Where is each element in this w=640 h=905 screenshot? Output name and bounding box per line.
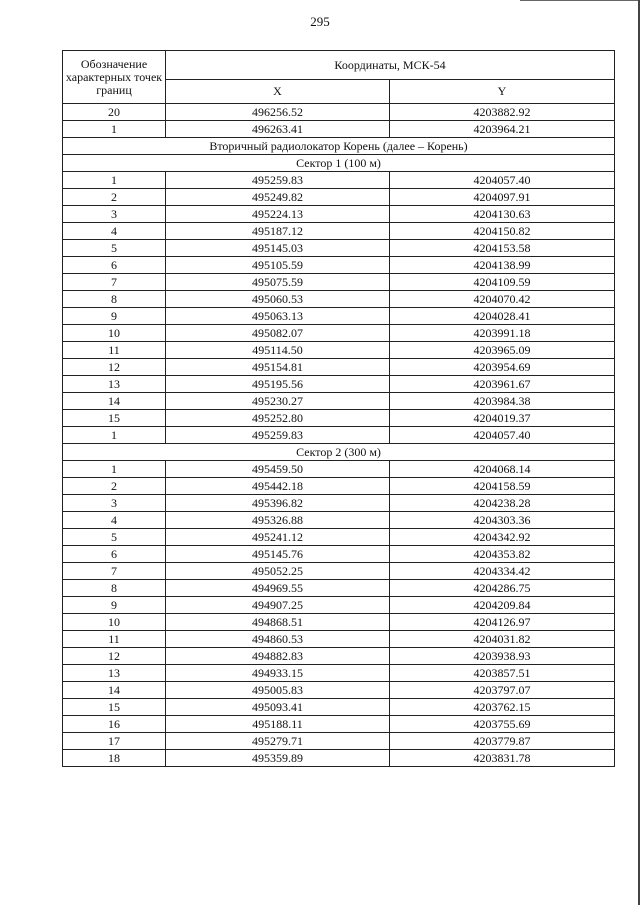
y-coordinate-cell: 4204353.82	[390, 546, 615, 563]
x-coordinate-cell: 495145.76	[166, 546, 390, 563]
table-row	[63, 104, 615, 121]
y-coordinate-cell: 4203965.09	[390, 342, 615, 359]
y-coordinate-cell: 4204303.36	[390, 512, 615, 529]
y-coordinate-cell: 4203961.67	[390, 376, 615, 393]
x-coordinate-cell: 495105.59	[166, 257, 390, 274]
point-number-cell: 2	[63, 189, 166, 206]
table-row	[63, 563, 615, 580]
y-coordinate-cell: 4203882.92	[390, 104, 615, 121]
page-number: 295	[310, 14, 330, 29]
point-number-cell: 2	[63, 478, 166, 495]
y-coordinate-cell: 4203954.69	[390, 359, 615, 376]
point-number-cell: 16	[63, 716, 166, 733]
x-coordinate-cell: 495442.18	[166, 478, 390, 495]
x-coordinate-cell: 495230.27	[166, 393, 390, 410]
x-coordinate-cell: 494860.53	[166, 631, 390, 648]
point-number-cell: 3	[63, 495, 166, 512]
point-number-cell: 10	[63, 614, 166, 631]
y-coordinate-cell: 4203831.78	[390, 750, 615, 767]
point-number-cell: 8	[63, 291, 166, 308]
y-coordinate-cell: 4204070.42	[390, 291, 615, 308]
point-number-cell: 13	[63, 665, 166, 682]
y-coordinate-cell: 4203984.38	[390, 393, 615, 410]
table-row	[63, 223, 615, 240]
y-coordinate-cell: 4204150.82	[390, 223, 615, 240]
x-coordinate-cell: 495005.83	[166, 682, 390, 699]
header-coords-title: Координаты, МСК-54	[166, 51, 615, 80]
point-number-cell: 7	[63, 274, 166, 291]
point-number-cell: 4	[63, 223, 166, 240]
point-number-cell: 1	[63, 427, 166, 444]
y-coordinate-cell: 4204109.59	[390, 274, 615, 291]
x-coordinate-cell: 494969.55	[166, 580, 390, 597]
y-coordinate-cell: 4203991.18	[390, 325, 615, 342]
point-number-cell: 6	[63, 257, 166, 274]
table-row	[63, 342, 615, 359]
x-coordinate-cell: 495249.82	[166, 189, 390, 206]
y-coordinate-cell: 4203755.69	[390, 716, 615, 733]
table-row	[63, 189, 615, 206]
table-row	[63, 478, 615, 495]
y-coordinate-cell: 4203857.51	[390, 665, 615, 682]
point-number-cell: 15	[63, 699, 166, 716]
table-row	[63, 308, 615, 325]
point-number-cell: 17	[63, 733, 166, 750]
x-coordinate-cell: 496263.41	[166, 121, 390, 138]
y-coordinate-cell: 4204238.28	[390, 495, 615, 512]
x-coordinate-cell: 495093.41	[166, 699, 390, 716]
table-row	[63, 325, 615, 342]
x-coordinate-cell: 495145.03	[166, 240, 390, 257]
point-number-cell: 10	[63, 325, 166, 342]
point-number-cell: 1	[63, 121, 166, 138]
x-coordinate-cell: 494907.25	[166, 597, 390, 614]
y-coordinate-cell: 4204342.92	[390, 529, 615, 546]
table-row	[63, 172, 615, 189]
point-number-cell: 14	[63, 682, 166, 699]
point-number-cell: 14	[63, 393, 166, 410]
table-row	[63, 699, 615, 716]
point-number-cell: 11	[63, 342, 166, 359]
table-row	[63, 291, 615, 308]
y-coordinate-cell: 4204209.84	[390, 597, 615, 614]
point-number-cell: 6	[63, 546, 166, 563]
y-coordinate-cell: 4204057.40	[390, 172, 615, 189]
y-coordinate-cell: 4204057.40	[390, 427, 615, 444]
y-coordinate-cell: 4204153.58	[390, 240, 615, 257]
y-coordinate-cell: 4204334.42	[390, 563, 615, 580]
table-row	[63, 648, 615, 665]
point-number-cell: 12	[63, 648, 166, 665]
table-row	[63, 461, 615, 478]
point-number-cell: 5	[63, 240, 166, 257]
x-coordinate-cell: 495075.59	[166, 274, 390, 291]
table-row	[63, 580, 615, 597]
x-coordinate-cell: 495279.71	[166, 733, 390, 750]
x-coordinate-cell: 495082.07	[166, 325, 390, 342]
y-coordinate-cell: 4204138.99	[390, 257, 615, 274]
x-coordinate-cell: 495359.89	[166, 750, 390, 767]
x-coordinate-cell: 496256.52	[166, 104, 390, 121]
table-row	[63, 376, 615, 393]
table-row	[63, 393, 615, 410]
y-coordinate-cell: 4204068.14	[390, 461, 615, 478]
y-coordinate-cell: 4204028.41	[390, 308, 615, 325]
table-row	[63, 240, 615, 257]
point-number-cell: 9	[63, 308, 166, 325]
x-coordinate-cell: 495224.13	[166, 206, 390, 223]
point-number-cell: 9	[63, 597, 166, 614]
point-number-cell: 7	[63, 563, 166, 580]
table-row	[63, 546, 615, 563]
point-number-cell: 20	[63, 104, 166, 121]
point-number-cell: 3	[63, 206, 166, 223]
table-row	[63, 716, 615, 733]
section-header-row	[63, 155, 615, 172]
section-header-row	[63, 138, 615, 155]
table-row	[63, 631, 615, 648]
y-coordinate-cell: 4204019.37	[390, 410, 615, 427]
coordinates-table	[62, 50, 615, 767]
x-coordinate-cell: 494868.51	[166, 614, 390, 631]
x-coordinate-cell: 495187.12	[166, 223, 390, 240]
table-row	[63, 121, 615, 138]
table-row	[63, 665, 615, 682]
table-row	[63, 427, 615, 444]
point-number-cell: 12	[63, 359, 166, 376]
point-number-cell: 1	[63, 461, 166, 478]
x-coordinate-cell: 495063.13	[166, 308, 390, 325]
coordinates-table-body	[63, 51, 615, 767]
table-header-row	[63, 51, 615, 80]
y-coordinate-cell: 4204031.82	[390, 631, 615, 648]
y-coordinate-cell: 4204130.63	[390, 206, 615, 223]
table-row	[63, 495, 615, 512]
table-row	[63, 257, 615, 274]
table-row	[63, 410, 615, 427]
scan-edge-top	[520, 0, 640, 1]
section-title: Сектор 1 (100 м)	[63, 155, 615, 172]
table-row	[63, 750, 615, 767]
x-coordinate-cell: 495114.50	[166, 342, 390, 359]
header-x: X	[166, 80, 390, 104]
y-coordinate-cell: 4203964.21	[390, 121, 615, 138]
x-coordinate-cell: 495188.11	[166, 716, 390, 733]
table-row	[63, 682, 615, 699]
table-row	[63, 597, 615, 614]
y-coordinate-cell: 4204158.59	[390, 478, 615, 495]
point-number-cell: 8	[63, 580, 166, 597]
point-number-cell: 13	[63, 376, 166, 393]
x-coordinate-cell: 495252.80	[166, 410, 390, 427]
x-coordinate-cell: 495241.12	[166, 529, 390, 546]
table-row	[63, 206, 615, 223]
section-header-row	[63, 444, 615, 461]
y-coordinate-cell: 4203797.07	[390, 682, 615, 699]
x-coordinate-cell: 494882.83	[166, 648, 390, 665]
point-number-cell: 11	[63, 631, 166, 648]
x-coordinate-cell: 495052.25	[166, 563, 390, 580]
table-row	[63, 359, 615, 376]
table-row	[63, 529, 615, 546]
section-title: Вторичный радиолокатор Корень (далее – Корень)	[63, 138, 615, 155]
point-number-cell: 5	[63, 529, 166, 546]
point-number-cell: 1	[63, 172, 166, 189]
x-coordinate-cell: 495195.56	[166, 376, 390, 393]
y-coordinate-cell: 4203779.87	[390, 733, 615, 750]
point-number-cell: 18	[63, 750, 166, 767]
x-coordinate-cell: 495060.53	[166, 291, 390, 308]
x-coordinate-cell: 495259.83	[166, 427, 390, 444]
y-coordinate-cell: 4203762.15	[390, 699, 615, 716]
table-row	[63, 274, 615, 291]
x-coordinate-cell: 495396.82	[166, 495, 390, 512]
point-number-cell: 4	[63, 512, 166, 529]
section-title: Сектор 2 (300 м)	[63, 444, 615, 461]
y-coordinate-cell: 4204286.75	[390, 580, 615, 597]
y-coordinate-cell: 4204097.91	[390, 189, 615, 206]
x-coordinate-cell: 495326.88	[166, 512, 390, 529]
x-coordinate-cell: 494933.15	[166, 665, 390, 682]
x-coordinate-cell: 495459.50	[166, 461, 390, 478]
point-number-cell: 15	[63, 410, 166, 427]
x-coordinate-cell: 495154.81	[166, 359, 390, 376]
y-coordinate-cell: 4203938.93	[390, 648, 615, 665]
table-row	[63, 733, 615, 750]
header-designation: Обозначение характерных точек границ	[63, 51, 166, 104]
table-row	[63, 614, 615, 631]
y-coordinate-cell: 4204126.97	[390, 614, 615, 631]
header-y: Y	[390, 80, 615, 104]
x-coordinate-cell: 495259.83	[166, 172, 390, 189]
table-row	[63, 512, 615, 529]
